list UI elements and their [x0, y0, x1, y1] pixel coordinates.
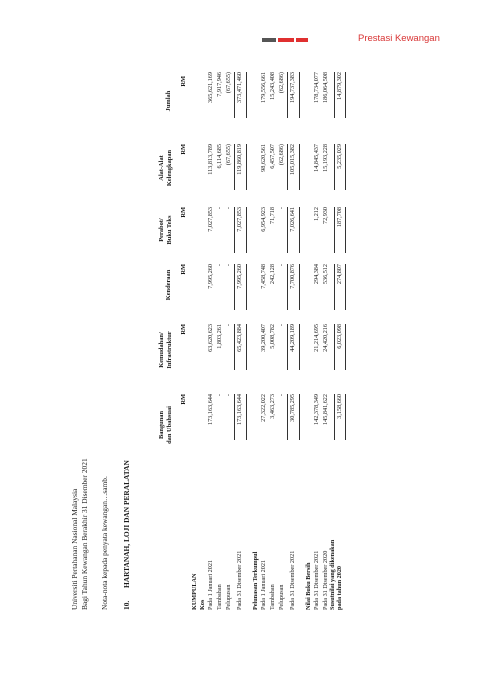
table-cell: 27,322,022: [260, 394, 267, 422]
table-cell: 536,512: [322, 264, 329, 285]
table-rule: [287, 144, 288, 190]
table-cell: 72,930: [322, 207, 329, 225]
table-cell: 65,423,884: [236, 324, 243, 352]
table-cell: 30,785,295: [289, 394, 296, 422]
table-rule: [345, 394, 346, 440]
table-cell: (67,655): [225, 144, 232, 166]
rotated-document: [68, 70, 343, 610]
table-cell: 179,556,661: [260, 72, 267, 103]
header-bar-red-2: [296, 38, 308, 42]
row-label: Pelupusan: [225, 584, 232, 610]
table-rule: [345, 72, 346, 118]
table-rule: [345, 324, 346, 370]
page-header: [262, 33, 480, 47]
row-label: Tambahan: [216, 584, 223, 610]
table-cell: 7,458,748: [260, 264, 267, 289]
section-title: KUMPULAN: [191, 573, 198, 610]
table-cell: 105,015,382: [289, 144, 296, 175]
table-cell: -: [216, 207, 223, 210]
header-bar-grey: [262, 38, 276, 42]
table-cell: 5,008,782: [269, 324, 276, 349]
table-cell: 3,158,660: [336, 394, 343, 419]
row-label: Susutnilai yang dikenakan: [329, 539, 336, 610]
unit-rm: RM: [180, 144, 187, 155]
org-name: Universiti Pertahanan Nasional Malaysia: [70, 488, 79, 610]
table-rule: [287, 72, 288, 118]
table-cell: 178,734,077: [313, 72, 320, 103]
row-label: Pada 31 Disember 2021: [236, 550, 243, 610]
table-rule: [334, 72, 335, 118]
section-title: Nilai Buku Bersih: [305, 562, 312, 610]
table-cell: -: [225, 207, 232, 210]
header-bar-red: [278, 38, 294, 42]
table-cell: 7,026,641: [289, 207, 296, 232]
col-header-line: Jumlah: [165, 90, 172, 112]
table-cell: 7,995,260: [207, 264, 214, 289]
table-cell: 7,027,853: [236, 207, 243, 232]
table-rule: [246, 144, 247, 190]
table-cell: 14,845,437: [313, 144, 320, 172]
col-header-jumlah: [165, 70, 173, 132]
table-cell: -: [225, 394, 232, 397]
table-rule: [345, 144, 346, 190]
table-cell: 6,954,923: [260, 207, 267, 232]
table-cell: (62,686): [278, 144, 285, 166]
table-cell: 6,114,685: [216, 144, 223, 169]
table-cell: 173,163,644: [207, 394, 214, 425]
table-rule: [234, 207, 235, 253]
table-cell: -: [225, 264, 232, 267]
row-label: Pada 31 Disember 2021: [289, 550, 296, 610]
table-cell: 63,620,623: [207, 324, 214, 352]
table-rule: [334, 144, 335, 190]
col-header-line: Buku Teks: [165, 215, 173, 245]
table-rule: [299, 264, 300, 310]
table-cell: 44,209,189: [289, 324, 296, 352]
table-cell: 98,620,561: [260, 144, 267, 172]
col-header-perabot: [158, 200, 173, 260]
table-cell: 1,212: [313, 207, 320, 221]
col-header-line: Bangunan: [158, 410, 165, 440]
table-cell: 3,463,273: [269, 394, 276, 419]
table-rule: [234, 264, 235, 310]
table-cell: 119,860,819: [236, 144, 243, 175]
table-cell: -: [278, 324, 285, 327]
table-rule: [345, 207, 346, 253]
note-title: HARTANAH, LOJI DAN PERALATAN: [122, 460, 131, 588]
table-cell: 113,813,789: [207, 144, 214, 175]
col-header-line: Infrastruktur: [165, 331, 173, 369]
table-cell: 15,193,228: [322, 144, 329, 172]
ppe-table: [158, 70, 343, 610]
table-cell: 1,803,261: [216, 324, 223, 349]
row-label: Pelupusan: [278, 584, 285, 610]
table-cell: 5,235,029: [336, 144, 343, 169]
table-rule: [287, 207, 288, 253]
table-cell: -: [278, 394, 285, 397]
table-cell: (67,655): [225, 72, 232, 94]
unit-rm: RM: [180, 324, 187, 335]
table-cell: 373,471,460: [236, 72, 243, 103]
col-header-line: dan Ubahsuai: [165, 406, 173, 444]
table-cell: 21,214,695: [313, 324, 320, 352]
table-rule: [246, 324, 247, 370]
table-cell: 187,708: [336, 207, 343, 228]
table-rule: [299, 144, 300, 190]
unit-rm: RM: [180, 394, 187, 405]
table-rule: [234, 72, 235, 118]
col-header-kenderaan: [165, 255, 173, 315]
header-title: Prestasi Kewangan: [358, 33, 440, 44]
table-cell: 365,621,169: [207, 72, 214, 103]
notes-continued: Nota-nota kepada penyata kewangan…samb.: [100, 476, 109, 610]
period-line: Bagi Tahun Kewangan Berakhir 31 Disember 2021: [80, 458, 89, 610]
col-header-line: Kenderaan: [165, 269, 172, 301]
table-rule: [345, 264, 346, 310]
table-cell: 194,737,383: [289, 72, 296, 103]
table-cell: -: [216, 264, 223, 267]
col-header-bangunan: [158, 390, 173, 460]
table-rule: [234, 394, 235, 440]
table-cell: 7,917,946: [216, 72, 223, 97]
table-rule: [334, 207, 335, 253]
table-rule: [299, 207, 300, 253]
table-cell: 142,378,349: [313, 394, 320, 425]
table-rule: [246, 394, 247, 440]
row-label: pada tahun 2020: [336, 565, 343, 610]
unit-rm: RM: [180, 207, 187, 218]
table-cell: 39,200,407: [260, 324, 267, 352]
table-rule: [234, 324, 235, 370]
col-header-alat: [158, 136, 173, 200]
row-label: Pada 31 Disember 2020: [322, 550, 329, 610]
table-rule: [299, 394, 300, 440]
table-cell: 14,879,302: [336, 72, 343, 100]
table-cell: 173,163,644: [236, 394, 243, 425]
table-rule: [287, 394, 288, 440]
table-rule: [287, 324, 288, 370]
table-cell: 242,128: [269, 264, 276, 285]
table-cell: 7,027,853: [207, 207, 214, 232]
row-label: Tambahan: [269, 584, 276, 610]
table-rule: [234, 144, 235, 190]
unit-rm: RM: [180, 76, 187, 87]
table-cell: 15,243,408: [269, 72, 276, 100]
col-header-line: Kemudahan/: [158, 332, 165, 368]
table-rule: [246, 72, 247, 118]
row-label: Pada 1 Januari 2021: [260, 559, 267, 610]
table-rule: [299, 324, 300, 370]
table-cell: 7,995,260: [236, 264, 243, 289]
table-rule: [299, 72, 300, 118]
table-rule: [246, 264, 247, 310]
table-rule: [334, 324, 335, 370]
table-rule: [287, 264, 288, 310]
col-header-line: Perabot/: [158, 218, 165, 242]
table-cell: 274,807: [336, 264, 343, 285]
unit-rm: RM: [180, 264, 187, 275]
table-cell: 186,064,508: [322, 72, 329, 103]
table-cell: -: [278, 207, 285, 210]
table-cell: -: [278, 264, 285, 267]
col-header-line: Alat-Alat: [158, 155, 165, 181]
table-cell: -: [225, 324, 232, 327]
table-rule: [246, 207, 247, 253]
table-rule: [334, 394, 335, 440]
table-cell: 6,457,507: [269, 144, 276, 169]
col-header-line: Kelengkapan: [165, 149, 173, 187]
table-cell: 6,023,098: [336, 324, 343, 349]
note-number: 10.: [122, 600, 131, 610]
table-cell: 71,718: [269, 207, 276, 225]
table-cell: -: [216, 394, 223, 397]
section-title: Pelunasan Terkumpul: [252, 551, 259, 610]
row-label: Pada 31 Disember 2021: [313, 550, 320, 610]
table-cell: (62,686): [278, 72, 285, 94]
section-subtitle: Kos: [199, 599, 206, 610]
row-label: Pada 1 Januari 2021: [207, 559, 214, 610]
table-cell: 145,841,622: [322, 394, 329, 425]
col-header-kemudahan: [158, 315, 173, 385]
table-cell: 294,384: [313, 264, 320, 285]
table-rule: [334, 264, 335, 310]
table-cell: 7,700,876: [289, 264, 296, 289]
table-cell: 24,420,216: [322, 324, 329, 352]
